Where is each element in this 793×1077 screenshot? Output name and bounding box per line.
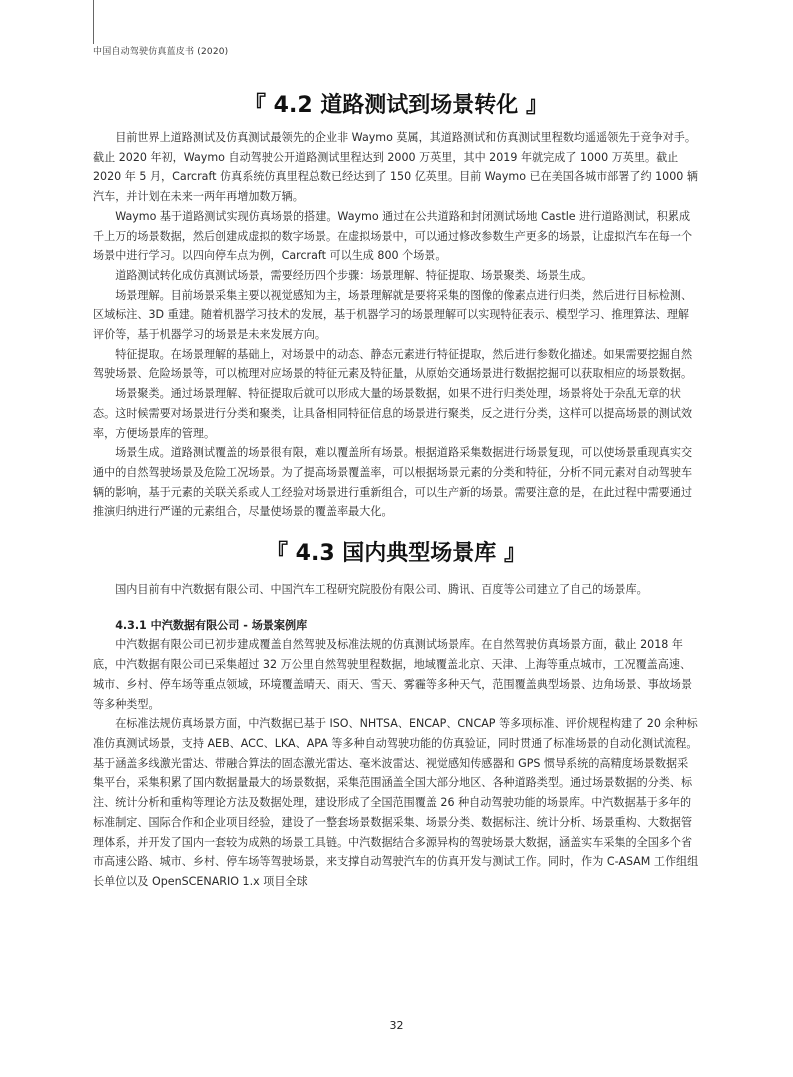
paragraph: 道路测试转化成仿真测试场景，需要经历四个步骤：场景理解、特征提取、场景聚类、场景生成。 [115, 268, 593, 282]
section-4-3-title: 『 4.3 国内典型场景库 』 [266, 541, 526, 567]
paragraph: 中汽数据有限公司已初步建成覆盖自然驾驶及标准法规的仿真测试场景库。在自然驾驶仿真场景方面，截止 2018 年底，中汽数据有限公司已采集超过 32 万公里自然驾驶里程数据，地域覆盖北京、天津、上海等重点城市，工况覆盖高速、城市、乡村、停车场等重点领域，环境覆盖晴天、雨天、雪天、雾霾等多种天气，范围覆盖典型场景、边角场景、事故场景等多种类型。 [93, 638, 693, 711]
paragraph: 场景理解。目前场景采集主要以视觉感知为主，场景理解就是要将采集的图像的像素点进行归类，然后进行目标检测、区域标注、3D 重建。随着机器学习技术的发展，基于机器学习的场景理解可以实现特征表示、模型学习、推理算法、理解评价等，基于机器学习的场景是未来发展方向。 [93, 288, 693, 342]
section-4-2-title: 『 4.2 道路测试到场景转化 』 [244, 93, 548, 118]
subsection-4-3-1-title: 4.3.1 中汽数据有限公司 - 场景案例库 [115, 618, 308, 632]
section-4-3-intro: 国内目前有中汽数据有限公司、中国汽车工程研究院股份有限公司、腾讯、百度等公司建立了自己的场景库。 [115, 583, 648, 597]
paragraph: 特征提取。在场景理解的基础上，对场景中的动态、静态元素进行特征提取，然后进行参数化描述。如果需要挖掘自然驾驶场景、危险场景等，可以梳理对应场景的特征元素及特征量，从原始交通场景进行数据挖掘可以获取相应的场景数据。 [93, 347, 693, 381]
running-header: 中国自动驾驶仿真蓝皮书 (2020) [93, 47, 229, 57]
paragraph: 目前世界上道路测试及仿真测试最领先的企业非 Waymo 莫属，其道路测试和仿真测试里程数均遥遥领先于竞争对手。截止 2020 年初，Waymo 自动驾驶公开道路测试里程达到 2000 万英里，其中 2019 年就完成了 1000 万英里。截止 2020 年 5 月，Carcraft 仿真系统仿真里程总数已经达到了 150 亿英里。目前 Waymo 已在美国各城市部署了约 1000 辆汽车，并计划在未来一两年再增加数万辆。 [93, 131, 698, 204]
paragraph: 场景聚类。通过场景理解、特征提取后就可以形成大量的场景数据，如果不进行归类处理，场景将处于杂乱无章的状态。这时候需要对场景进行分类和聚类，让具备相同特征信息的场景进行聚类，反之进行分类，这样可以提高场景的测试效率，方便场景库的管理。 [93, 387, 693, 440]
paragraph: Waymo 基于道路测试实现仿真场景的搭建。Waymo 通过在公共道路和封闭测试场地 Castle 进行道路测试，积累成千上万的场景数据，然后创建成虚拟的数字场景。在虚拟场景中，可以通过修改参数生产更多的场景，让虚拟汽车在每一个场景中进行学习。以四向停车点为例，Carcraft 可以生成 800 个场景。 [93, 209, 693, 263]
paragraph: 在标准法规仿真场景方面，中汽数据已基于 ISO、NHTSA、ENCAP、CNCAP 等多项标准、评价规程构建了 20 余种标准仿真测试场景，支持 AEB、ACC、LKA、APA 等多种自动驾驶功能的仿真验证，同时贯通了标准场景的自动化测试流程。基于涵盖多线激光雷达、带融合算法的固态激光雷达、毫米波雷达、视觉感知传感器和 GPS 惯导系统的高精度场景数据采集平台，采集积累了国内数据量最大的场景数据，采集范围涵盖全国大部分地区、各种道路类型。通过场景数据的分类、标注、统计分析和重构等理论方法及数据处理，建设形成了全国范围覆盖 26 种自动驾驶功能的场景库。中汽数据基于多年的标准制定、国际合作和企业项目经验，建设了一整套场景数据采集、场景分类、数据标注、统计分析、场景重构、大数据管理体系，并开发了国内一套较为成熟的场景工具链。中汽数据结合多源异构的驾驶场景大数据，涵盖实车采集的全国多个省市高速公路、城市、乡村、停车场等驾驶场景，来支撑自动驾驶汽车的仿真开发与测试工作。同时，作为 C-ASAM 工作组组长单位以及 OpenSCENARIO 1.x 项目全球 [93, 717, 699, 888]
page-number: 32 [389, 1019, 404, 1032]
header-divider-line [93, 0, 94, 44]
paragraph: 场景生成。道路测试覆盖的场景很有限，难以覆盖所有场景。根据道路采集数据进行场景复现，可以使场景重现真实交通中的自然驾驶场景及危险工况场景。为了提高场景覆盖率，可以根据场景元素的分类和特征，分析不同元素对自动驾驶车辆的影响，基于元素的关联关系或人工经验对场景进行重新组合，可以生产新的场景。需要注意的是，在此过程中需要通过推演归纳进行严谨的元素组合，尽量使场景的覆盖率最大化。 [93, 446, 693, 519]
page-content [93, 90, 699, 892]
